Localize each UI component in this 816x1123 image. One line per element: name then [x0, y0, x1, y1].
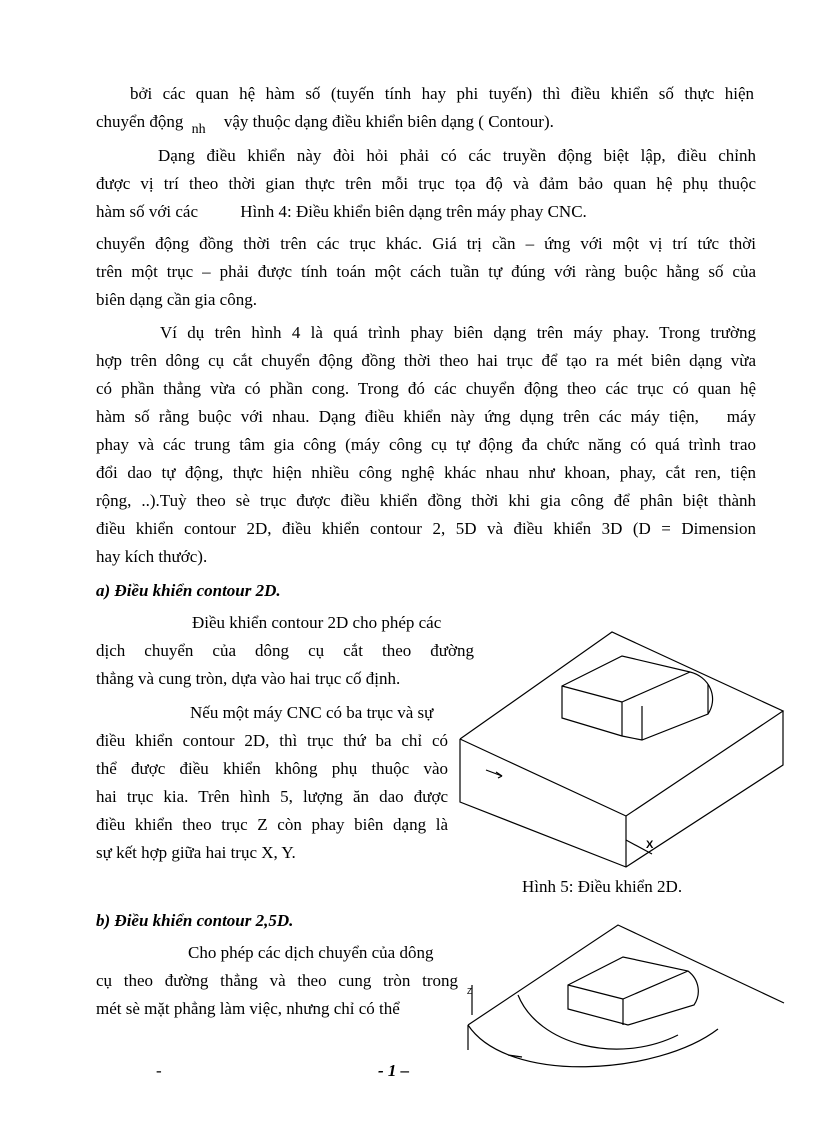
section-b-line1: Cho phép các dịch chuyển của dông [188, 943, 434, 962]
figure6-axis-z-label: Z [467, 987, 472, 996]
paragraph1-line1: bởi các quan hệ hàm số (tuyến tính hay phi tuyến) thì điều khiển số thực hiện [130, 84, 754, 103]
paragraph2-line3 [96, 203, 587, 220]
section-a-heading: a) Điều khiển contour 2D. [96, 581, 281, 600]
section-b-line2: cụ theo đường thẳng và theo cung tròn trong [96, 971, 458, 990]
section-a-p2-line6: sự kết hợp giữa hai trục X, Y. [96, 843, 296, 862]
paragraph2-line5: trên một trục – phải được tính toán một cách tuần tự đúng với ràng buộc hằng số của [96, 262, 756, 281]
section-b-line3: mét sè mặt phẳng làm việc, nhưng chỉ có thể [96, 999, 400, 1018]
paragraph3-line8: điều khiển contour 2D, điều khiển contour 2, 5D và điều khiển 3D (D = Dimension [96, 519, 756, 538]
paragraph1-line2-end: vậy thuộc dạng điều khiển biên dạng ( Contour). [223, 112, 554, 131]
paragraph2-line1: Dạng điều khiển này đòi hỏi phải có các truyền động biệt lập, điều chỉnh [158, 146, 756, 165]
paragraph3-line9: hay kích thước). [96, 547, 208, 566]
paragraph3-line7: rộng, ..).Tuỳ theo sè trục được điều khiển đồng thời khi gia công để phân biệt thành [96, 491, 756, 510]
section-a-p1-line2: dịch chuyển của dông cụ cắt theo đường [96, 641, 474, 660]
paragraph3-line5: phay và các trung tâm gia công (máy công cụ tự động đa chức năng có quá trình trao [96, 435, 756, 454]
paragraph3-line4: hàm số rằng buộc với nhau. Dạng điều khiển này ứng dụng trên các máy tiện, máy [96, 407, 756, 426]
figure4-caption: Hình 4: Điều khiển biên dạng trên máy phay CNC. [240, 202, 587, 221]
paragraph3-line3: có phần thẳng vừa có phần cong. Trong đó các chuyển động theo các trục có quan hệ [96, 379, 756, 398]
section-a-p2-line1: Nếu một máy CNC có ba trục và sự [190, 703, 434, 722]
figure5-diagram [458, 632, 783, 867]
paragraph1-line2 [96, 112, 554, 137]
figure6-diagram [468, 925, 784, 1050]
paragraph1-subscript: nh [191, 122, 206, 137]
section-a-p2-line4: hai trục kia. Trên hình 5, lượng ăn dao được [96, 787, 448, 806]
section-b-heading: b) Điều khiển contour 2,5D. [96, 911, 294, 930]
page-number: - 1 – [378, 1061, 410, 1080]
paragraph2-line2: được vị trí theo thời gian thực trên mỗi trục tọa độ và đảm bảo quan hệ phụ thuộc [96, 174, 756, 193]
paragraph3-line1: Ví dụ trên hình 4 là quá trình phay biên dạng trên máy phay. Trong trường [160, 323, 756, 342]
section-a-p2-line2: điều khiển contour 2D, thì trục thứ ba chỉ có [96, 731, 448, 750]
section-a-p1-line3: thẳng và cung tròn, dựa vào hai trục cố định. [96, 669, 401, 688]
paragraph2-line3-start: hàm số với các [96, 202, 198, 221]
paragraph2-line4: chuyển động đồng thời trên các trục khác. Giá trị cần – ứng với một vị trí tức thời [96, 234, 756, 253]
paragraph3-line6: đổi dao tự động, thực hiện nhiều công nghệ khác nhau như khoan, phay, cắt ren, tiện [96, 463, 756, 482]
section-a-p2-line5: điều khiển theo trục Z còn phay biên dạng là [96, 815, 448, 834]
figure5-axis-x-label: X [646, 839, 654, 851]
paragraph3-line2: hợp trên dông cụ cắt chuyển động đồng thời theo hai trục để tạo ra mét biên dạng vừa [96, 351, 756, 370]
paragraph1-line2-start: chuyển động [96, 112, 184, 131]
footer-left-mark: - [156, 1061, 162, 1080]
figure5-caption: Hình 5: Điều khiển 2D. [522, 877, 683, 896]
section-a-p2-line3: thể được điều khiển không phụ thuộc vào [96, 759, 448, 778]
paragraph2-line6: biên dạng cần gia công. [96, 290, 257, 309]
section-a-p1-line1: Điều khiển contour 2D cho phép các [192, 613, 442, 632]
